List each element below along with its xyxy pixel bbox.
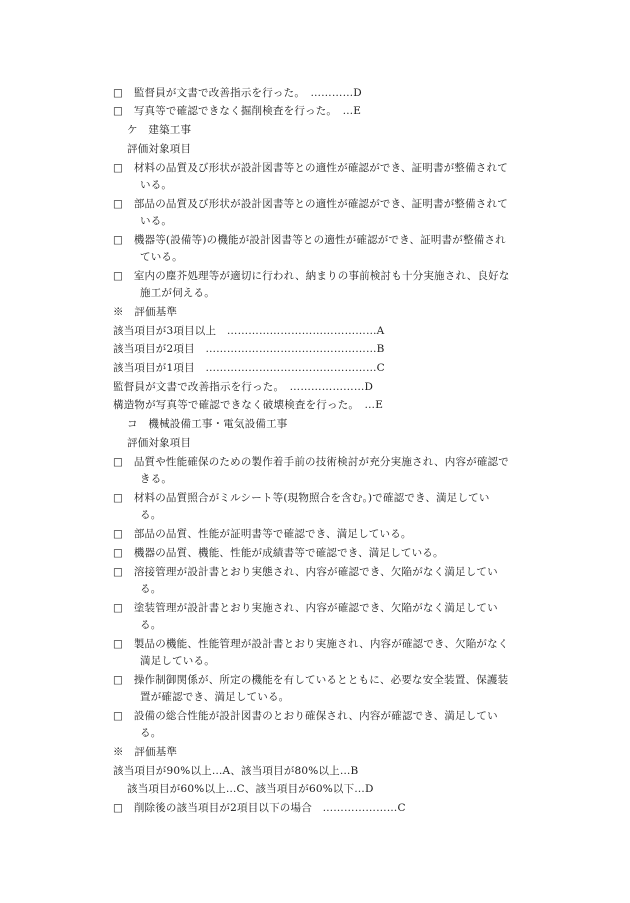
section-heading: ケ 建築工事 [127,124,192,136]
criteria-line: 該当項目が3項目以上 ……………………………………A [113,325,385,337]
criteria-line: 構造物が写真等で確認できなく破壊検査を行った。 …E [113,399,384,411]
subsection-label: 評価対象項目 [127,437,192,449]
subsection-label: 評価対象項目 [127,143,192,155]
text-line: □ 写真等で確認できなく掘削検査を行った。 …E [113,105,362,117]
checklist-item-continuation: きる。 [140,473,173,485]
criteria-line: 該当項目が1項目 …………………………………………C [113,362,385,374]
checklist-item-continuation: いる。 [140,215,173,227]
checklist-item: □ 機器の品質、機能、性能が成績書等で確認でき、満足している。 [113,547,444,559]
checklist-item-continuation: 施工が伺える。 [140,287,215,299]
checklist-item: □ 溶接管理が設計書とおり実態され、内容が確認でき、欠陥がなく満足してい [113,566,498,578]
checklist-item-continuation: 置が確認でき、満足している。 [140,691,290,703]
text-line: □ 監督員が文書で改善指示を行った。 …………D [113,87,362,99]
checklist-item-continuation: ている。 [140,251,183,263]
checklist-item-continuation: いる。 [140,179,173,191]
criteria-heading: ※ 評価基準 [113,306,178,318]
checklist-item: □ 品質や性能確保のための製作着手前の技術検討が充分実施され、内容が確認で [113,456,509,468]
checklist-item: □ 設備の総合性能が設計図書のとおり確保され、内容が確認でき、満足してい [113,710,498,722]
criteria-line: 該当項目が2項目 …………………………………………B [113,343,385,355]
criteria-line: 該当項目が90%以上…A、該当項目が80%以上…B [113,765,359,777]
criteria-heading: ※ 評価基準 [113,746,178,758]
checklist-item: □ 室内の塵芥処理等が適切に行われ、納まりの事前検討も十分実施され、良好な [113,270,510,282]
checklist-item: □ 削除後の該当項目が2項目以下の場合 …………………C [113,802,406,814]
criteria-line: 該当項目が60%以上…C、該当項目が60%以下…D [127,783,374,795]
checklist-item-continuation: る。 [140,583,162,595]
section-heading: コ 機械設備工事・電気設備工事 [127,418,288,430]
checklist-item-continuation: 満足している。 [140,655,215,667]
checklist-item: □ 製品の機能、性能管理が設計書とおり実施され、内容が確認でき、欠陥がなく [113,638,509,650]
checklist-item: □ 部品の品質、性能が証明書等で確認でき、満足している。 [113,528,412,540]
checklist-item: □ 材料の品質及び形状が設計図書等との適性が確認ができ、証明書が整備されて [113,162,508,174]
checklist-item: □ 材料の品質照合がミルシート等(現物照合を含む。)で確認でき、満足してい [113,492,490,504]
checklist-item-continuation: る。 [140,619,162,631]
checklist-item: □ 機器等(設備等)の機能が設計図書等との適性が確認ができ、証明書が整備され [113,234,506,246]
checklist-item-continuation: る。 [140,727,162,739]
checklist-item: □ 塗装管理が設計書とおり実施され、内容が確認でき、欠陥がなく満足してい [113,602,498,614]
criteria-line: 監督員が文書で改善指示を行った。 …………………D [113,381,374,393]
checklist-item: □ 操作制御関係が、所定の機能を有しているとともに、必要な安全装置、保護装 [113,674,509,686]
checklist-item: □ 部品の品質及び形状が設計図書等との適性が確認ができ、証明書が整備されて [113,198,508,210]
checklist-item-continuation: る。 [140,509,162,521]
